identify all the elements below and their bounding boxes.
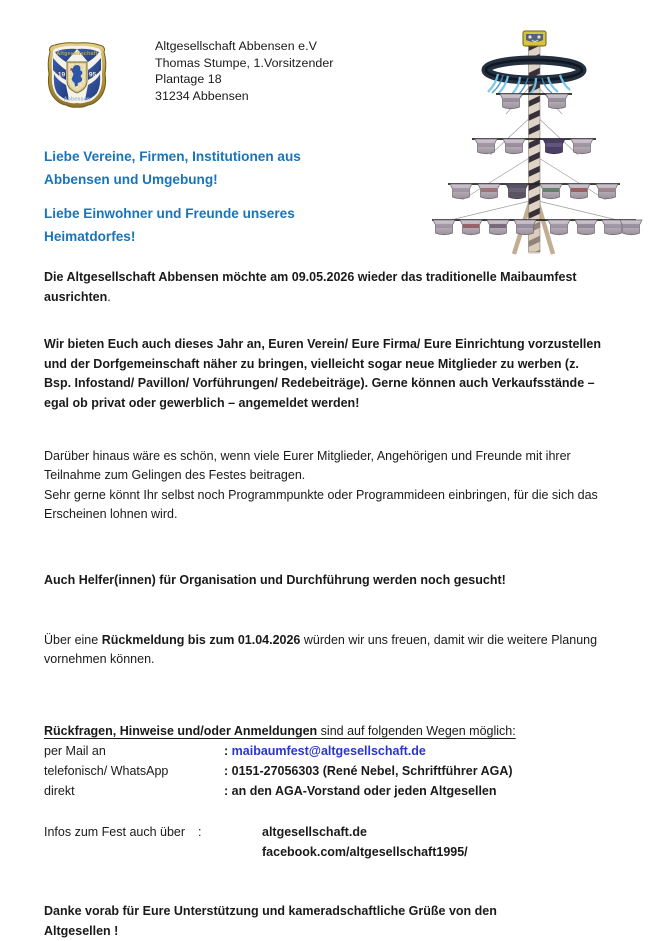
event-announcement-bold: Die Altgesellschaft Abbensen möchte am 09.05.2026 wieder das traditionelle Maibaumfest ausrichten bbox=[44, 270, 577, 304]
info-colon: : bbox=[198, 825, 202, 840]
colon-separator: : bbox=[224, 763, 229, 778]
svg-text:Abbensen: Abbensen bbox=[63, 96, 91, 103]
feedback-suffix: würden wir uns freuen, damit wir die weitere Planung vornehmen können. bbox=[44, 632, 598, 667]
contact-label-mail: per Mail an bbox=[44, 744, 106, 759]
email-link[interactable]: maibaumfest@altgesellschaft.de bbox=[231, 744, 426, 759]
spacer bbox=[44, 307, 606, 335]
sender-address-block bbox=[155, 38, 333, 104]
salutation-line-3: Liebe Einwohner und Freunde unseres bbox=[44, 206, 295, 221]
spacer bbox=[44, 591, 606, 631]
svg-text:Altgesellschaft: Altgesellschaft bbox=[56, 51, 98, 57]
address-line-4: 31234 Abbensen bbox=[155, 88, 249, 103]
closing-line-1: Danke vorab für Eure Unterstützung und kameradschaftliche Grüße von den bbox=[44, 904, 497, 919]
feedback-deadline-bold: Rückmeldung bis zum 01.04.2026 bbox=[101, 632, 301, 647]
maypole-top-crest bbox=[523, 31, 546, 46]
facebook-link[interactable]: facebook.com/altgesellschaft1995/ bbox=[262, 844, 468, 859]
salutation-block bbox=[44, 146, 464, 248]
contact-label-phone: telefonisch/ WhatsApp bbox=[44, 763, 169, 778]
spacer bbox=[44, 670, 606, 722]
colon-separator: : bbox=[224, 744, 229, 759]
contact-row-direct bbox=[44, 782, 606, 802]
contact-row-phone bbox=[44, 762, 606, 782]
colon-separator: : bbox=[224, 783, 229, 798]
address-line-1: Altgesellschaft Abbensen e.V bbox=[155, 39, 317, 53]
altgesellschaft-crest-logo bbox=[44, 40, 110, 110]
info-row bbox=[44, 823, 606, 862]
letterhead bbox=[44, 38, 444, 110]
address-line-2: Thomas Stumpe, 1.Vorsitzender bbox=[155, 55, 334, 70]
contact-value-direct bbox=[224, 782, 497, 802]
feedback-prefix: Über eine bbox=[44, 632, 102, 647]
salutation-block-2 bbox=[44, 203, 464, 248]
crest-icon bbox=[44, 40, 110, 110]
info-values bbox=[262, 823, 468, 862]
contact-section-heading bbox=[44, 722, 606, 742]
spacer bbox=[44, 525, 606, 571]
letter-body bbox=[44, 268, 606, 941]
paragraph-event-announcement bbox=[44, 268, 606, 307]
info-label: Infos zum Fest auch über bbox=[44, 825, 186, 840]
spacer bbox=[44, 801, 606, 823]
contact-label-direct: direkt bbox=[44, 783, 75, 798]
paragraph-feedback-deadline bbox=[44, 631, 606, 670]
spacer bbox=[44, 414, 606, 447]
crest-year-left: 19 bbox=[57, 71, 66, 79]
paragraph-helpers-wanted: Auch Helfer(innen) für Organisation und Durchführung werden noch gesucht! bbox=[44, 572, 506, 587]
direct-contact-text: an den AGA-Vorstand oder jeden Altgesellen bbox=[231, 783, 497, 798]
salutation-line-2: Abbensen und Umgebung! bbox=[44, 171, 218, 187]
contact-rows bbox=[44, 742, 606, 801]
contact-heading-rest: sind auf folgenden Wegen möglich: bbox=[317, 723, 516, 738]
crest-year-right: 95 bbox=[88, 71, 97, 79]
contact-row-mail bbox=[44, 742, 606, 762]
phone-number: 0151-27056303 (René Nebel, Schriftführer AGA) bbox=[231, 763, 513, 778]
website-link[interactable]: altgesellschaft.de bbox=[262, 825, 367, 840]
address-line-3: Plantage 18 bbox=[155, 72, 222, 87]
salutation-line-1: Liebe Vereine, Firmen, Institutionen aus bbox=[44, 149, 301, 164]
paragraph-members-invitation-line-1: Darüber hinaus wäre es schön, wenn viele Eurer Mitglieder, Angehörigen und Freunde mit ihrer Teilnahme zum Gelingen des Festes beitragen. bbox=[44, 448, 571, 483]
contact-value-mail bbox=[224, 742, 426, 762]
paragraph-members-invitation-line-2: Sehr gerne könnt Ihr selbst noch Programmpunkte oder Programmideen einbringen, für die sich das Erscheinen lohnen wird. bbox=[44, 487, 598, 522]
closing-line-2: Altgesellen ! bbox=[44, 923, 119, 938]
event-announcement-period: . bbox=[107, 289, 111, 304]
paragraph-participation-offer: Wir bieten Euch auch dieses Jahr an, Euren Verein/ Eure Firma/ Eure Einrichtung vorzustellen und der Dorfgemeinschaft näher zu bringen, vielleicht sogar neue Mitglieder zu werben (z. Bsp. Infostand/ Pavillon/ Vorführungen/ Redebeiträge). Gerne können auch Verkaufsstände – egal ob privat oder gewerblich – angemeldet werden! bbox=[44, 337, 601, 410]
salutation-line-4: Heimatdorfes! bbox=[44, 228, 136, 244]
salutation-block-1 bbox=[44, 146, 464, 191]
contact-heading-bold: Rückfragen, Hinweise und/oder Anmeldungen bbox=[44, 723, 318, 738]
spacer bbox=[44, 862, 606, 902]
contact-value-phone bbox=[224, 762, 513, 782]
